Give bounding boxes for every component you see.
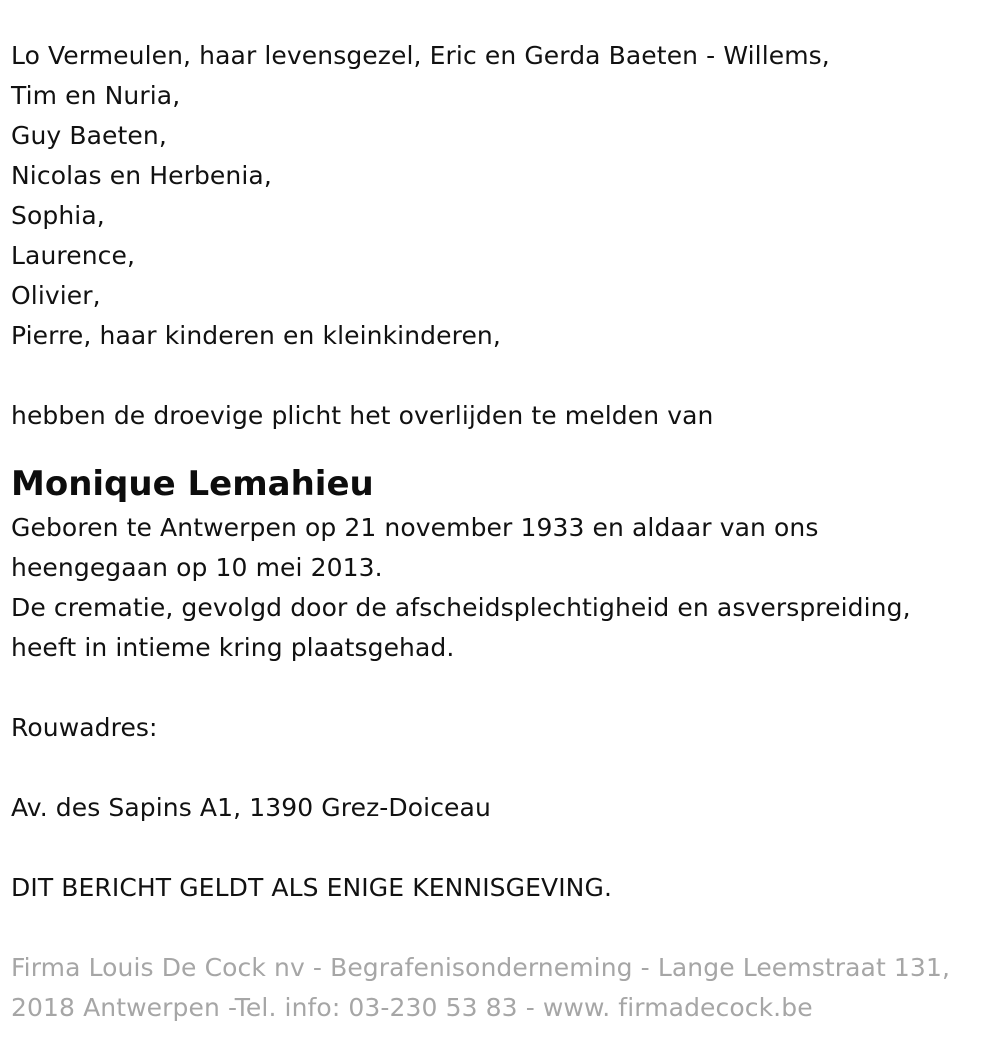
spacer — [11, 668, 996, 708]
announcement-text: hebben de droevige plicht het overlijden te melden van — [11, 401, 714, 430]
deceased-name: Monique Lemahieu — [11, 464, 374, 504]
detail-line: heengegaan op 10 mei 2013. — [11, 553, 383, 582]
family-line: Lo Vermeulen, haar levensgezel, Eric en Gerda Baeten - Willems, — [11, 41, 830, 70]
detail-line: heeft in intieme kring plaatsgehad. — [11, 633, 455, 662]
footer-line: Firma Louis De Cock nv - Begrafenisonderneming - Lange Leemstraat 131, — [11, 953, 950, 982]
spacer — [11, 908, 996, 948]
spacer — [11, 436, 996, 460]
family-line: Nicolas en Herbenia, — [11, 161, 272, 190]
family-line: Laurence, — [11, 241, 136, 270]
family-line: Sophia, — [11, 201, 105, 230]
detail-line: De crematie, gevolgd door de afscheidsplechtigheid en asverspreiding, — [11, 593, 911, 622]
notice-text: DIT BERICHT GELDT ALS ENIGE KENNISGEVING. — [11, 873, 612, 902]
family-line: Guy Baeten, — [11, 121, 167, 150]
address-text: Av. des Sapins A1, 1390 Grez-Doiceau — [11, 793, 491, 822]
footer-line: 2018 Antwerpen -Tel. info: 03-230 53 83 - www. firmadecock.be — [11, 993, 813, 1022]
address-label: Rouwadres: — [11, 713, 158, 742]
spacer — [11, 748, 996, 788]
obituary-notice — [11, 36, 996, 1028]
family-line: Tim en Nuria, — [11, 81, 181, 110]
spacer — [11, 828, 996, 868]
detail-line: Geboren te Antwerpen op 21 november 1933 en aldaar van ons — [11, 513, 819, 542]
spacer — [11, 356, 996, 396]
family-line: Olivier, — [11, 281, 101, 310]
family-line: Pierre, haar kinderen en kleinkinderen, — [11, 321, 501, 350]
